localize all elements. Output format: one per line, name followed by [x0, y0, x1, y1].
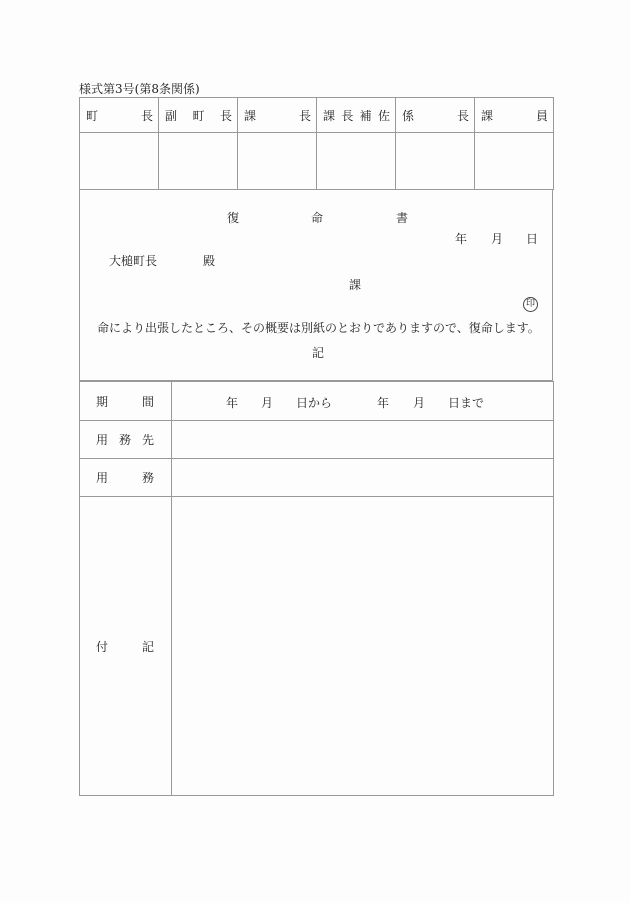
approval-table	[79, 97, 554, 190]
addressee: 大槌町長	[109, 254, 158, 268]
task-value[interactable]	[172, 459, 554, 497]
ki-label: 記	[312, 346, 325, 360]
header-deputy-mayor: 副 町 長	[159, 98, 238, 133]
department-label: 課	[349, 278, 362, 292]
seal-icon: 印	[523, 295, 538, 312]
notes-label: 付 記	[80, 497, 172, 796]
stamp-cell-staff[interactable]	[475, 133, 554, 190]
header-assistant-chief: 課 長 補 佐	[317, 98, 396, 133]
period-label: 期 間	[80, 382, 172, 421]
task-label: 用 務	[80, 459, 172, 497]
details-table	[79, 381, 554, 796]
notes-row	[80, 497, 554, 796]
form-caption: 様式第3号(第8条関係)	[79, 82, 200, 96]
task-row	[80, 459, 554, 497]
report-body	[79, 189, 553, 381]
header-subsection-chief: 係 長	[396, 98, 475, 133]
period-row	[80, 382, 554, 421]
header-staff: 課 員	[475, 98, 554, 133]
stamp-cell-mayor[interactable]	[80, 133, 159, 190]
destination-label: 用 務 先	[80, 421, 172, 459]
date-year: 年	[455, 232, 468, 246]
stamp-cell-section-chief[interactable]	[238, 133, 317, 190]
header-mayor: 町 長	[80, 98, 159, 133]
date-day: 日	[526, 232, 539, 246]
title-char-3: 書	[396, 211, 409, 225]
title-char-2: 命	[311, 211, 324, 225]
header-section-chief: 課 長	[238, 98, 317, 133]
stamp-cell-subsection-chief[interactable]	[396, 133, 475, 190]
title-char-1: 復	[227, 211, 240, 225]
period-value[interactable]: 年 月 日から 年 月 日まで	[172, 382, 554, 421]
date-month: 月	[491, 232, 504, 246]
notes-value[interactable]	[172, 497, 554, 796]
destination-value[interactable]	[172, 421, 554, 459]
stamp-cell-assistant-chief[interactable]	[317, 133, 396, 190]
statement-text: 命により出張したところ、その概要は別紙のとおりでありますので、復命します。	[97, 321, 540, 335]
stamp-cell-deputy-mayor[interactable]	[159, 133, 238, 190]
honorific: 殿	[203, 254, 216, 268]
destination-row	[80, 421, 554, 459]
